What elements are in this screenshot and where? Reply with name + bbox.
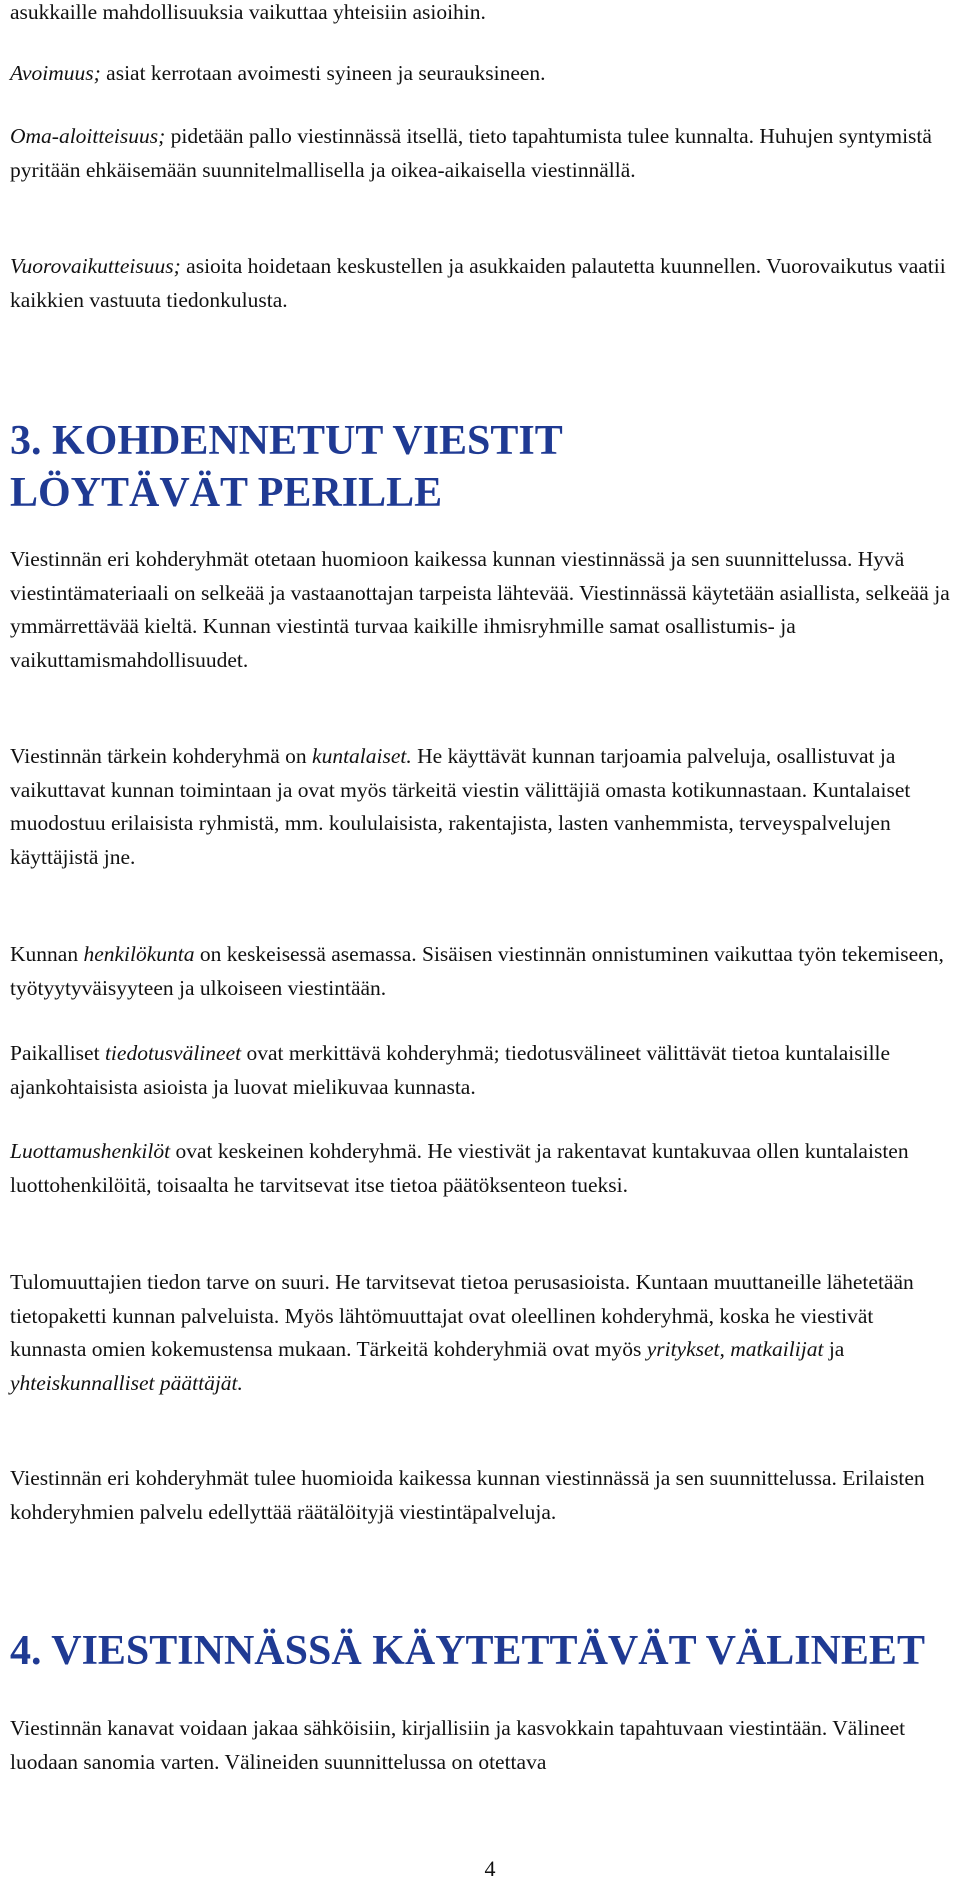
section-heading-3: 3. KOHDENNETUT VIESTIT LÖYTÄVÄT PERILLE	[10, 418, 563, 516]
term-vuorovaikutteisuus: Vuorovaikutteisuus;	[10, 254, 181, 278]
term-tiedotusvalineet: tiedotusvälineet	[104, 1041, 242, 1065]
paragraph-oma-aloitteisuus: Oma-aloitteisuus; pidetään pallo viestinnässä itsellä, tieto tapahtumista tulee kunnalta. Huhujen syntymistä pyritään ehkäisemään suunnitelmallisella ja oikea-aikaisella viestinnällä.	[10, 124, 932, 182]
paragraph-henkilokunta: Kunnan henkilökunta on keskeisessä asemassa. Sisäisen viestinnän onnistuminen vaikuttaa työn tekemiseen, työtyytyväisyyteen ja ulkoiseen viestintään.	[10, 942, 944, 1000]
page-number: 4	[484, 1856, 496, 1881]
term-yritykset-matkailijat: yritykset, matkailijat	[646, 1337, 824, 1361]
paragraph-top-fragment: asukkaille mahdollisuuksia vaikuttaa yhteisiin asioihin.	[10, 0, 486, 24]
paragraph-avoimuus: Avoimuus; asiat kerrotaan avoimesti syineen ja seurauksineen.	[10, 61, 546, 85]
paragraph-kanavat: Viestinnän kanavat voidaan jakaa sähköisiin, kirjallisiin ja kasvokkain tapahtuvaan viestintään. Välineet luodaan sanomia varten. Välineiden suunnittelussa on otettava	[10, 1716, 906, 1774]
paragraph-vuorovaikutteisuus: Vuorovaikutteisuus; asioita hoidetaan keskustellen ja asukkaiden palautetta kuunnellen. Vuorovaikutus vaatii kaikkien vastuuta tiedonkulusta.	[10, 254, 946, 312]
term-avoimuus: Avoimuus;	[10, 61, 101, 85]
section-heading-4: 4. VIESTINNÄSSÄ KÄYTETTÄVÄT VÄLINEET	[10, 1628, 925, 1674]
term-henkilokunta: henkilökunta	[83, 942, 195, 966]
term-kuntalaiset: kuntalaiset.	[312, 744, 412, 768]
term-luottamushenkilot: Luottamushenkilöt	[10, 1139, 171, 1163]
paragraph-kohderyhmat-intro: Viestinnän eri kohderyhmät otetaan huomioon kaikessa kunnan viestinnässä ja sen suunnittelussa. Hyvä viestintämateriaali on selkeää ja vastaanottajan tarpeista lähtevää. Viestinnässä käytetään asiallista, selkeää ja ymmärrettävää kieltä. Kunnan viestintä turvaa kaikille ihmisryhmille samat osallistumis- ja vaikuttamismahdollisuudet.	[10, 547, 950, 672]
paragraph-tulomuuttajat: Tulomuuttajien tiedon tarve on suuri. He tarvitsevat tietoa perusasioista. Kuntaan muuttaneille lähetetään tietopaketti kunnan palveluista. Myös lähtömuuttajat ovat oleellinen kohderyhmä, koska he viestivät kunnasta omien kokemustensa mukaan. Tärkeitä kohderyhmiä ovat myös yritykset, matkailijat ja yhteiskunnalliset päättäjät.	[10, 1270, 914, 1395]
term-yhteiskunnalliset-paattajat: yhteiskunnalliset päättäjät.	[10, 1370, 243, 1395]
paragraph-tiedotusvalineet: Paikalliset tiedotusvälineet ovat merkittävä kohderyhmä; tiedotusvälineet välittävät tietoa kuntalaisille ajankohtaisista asioista ja luovat mielikuvaa kunnasta.	[10, 1041, 891, 1099]
term-oma-aloitteisuus: Oma-aloitteisuus;	[10, 124, 166, 148]
paragraph-eri-kohderyhmat: Viestinnän eri kohderyhmät tulee huomioida kaikessa kunnan viestinnässä ja sen suunnittelussa. Erilaisten kohderyhmien palvelu edellyttää räätälöityjä viestintäpalveluja.	[10, 1466, 925, 1524]
paragraph-luottamushenkilot: Luottamushenkilöt ovat keskeinen kohderyhmä. He viestivät ja rakentavat kuntakuvaa ollen kuntalaisten luottohenkilöitä, toisaalta he tarvitsevat itse tietoa päätöksenteon tueksi.	[10, 1139, 909, 1197]
paragraph-kuntalaiset: Viestinnän tärkein kohderyhmä on kuntalaiset. He käyttävät kunnan tarjoamia palveluja, osallistuvat ja vaikuttavat kunnan toimintaan ja ovat myös tärkeitä viestin välittäjiä omasta kotikunnastaan. Kuntalaiset muodostuu erilaisista ryhmistä, mm. koululaisista, rakentajista, lasten vanhemmista, terveyspalvelujen käyttäjistä jne.	[10, 744, 911, 869]
